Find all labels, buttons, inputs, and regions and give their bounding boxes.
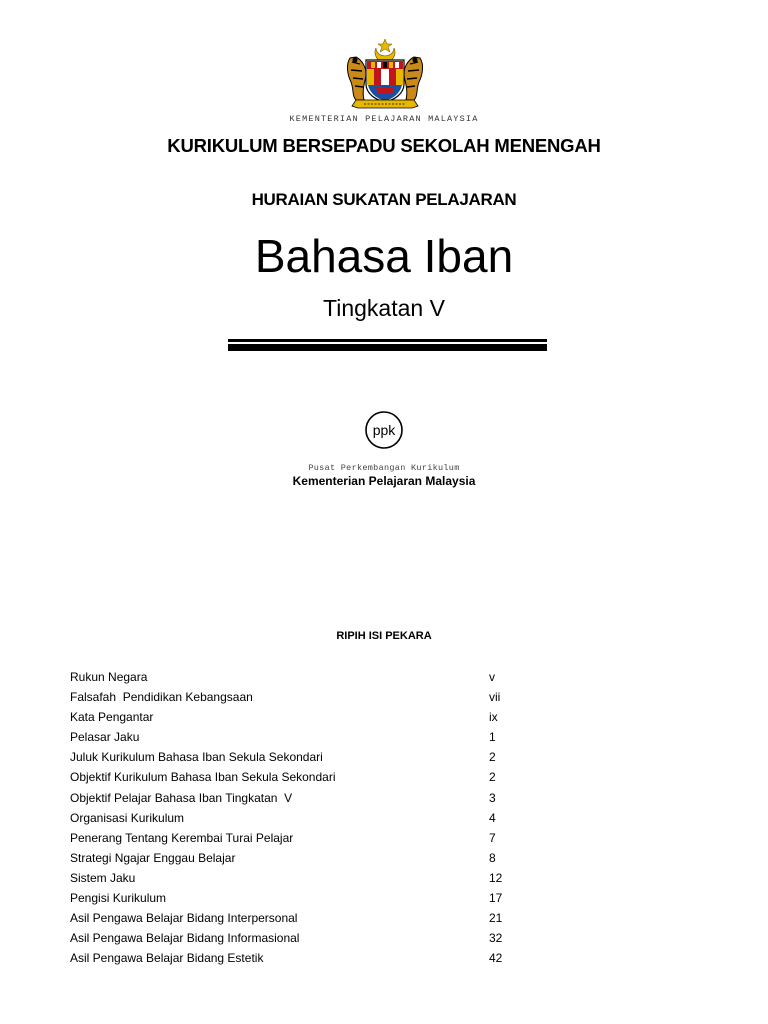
toc-entry-page: v <box>489 670 495 684</box>
toc-entry <box>70 871 530 891</box>
toc-entry-page: 4 <box>489 810 496 825</box>
toc-entry-label: Sistem Jaku <box>70 870 136 885</box>
toc-entry-label: Juluk Kurikulum Bahasa Iban Sekula Sekondari <box>70 750 323 765</box>
toc-entry-label: Pelasar Jaku <box>70 730 140 745</box>
toc-entry-label: Asil Pengawa Belajar Bidang Informasional <box>70 931 300 946</box>
toc-entry-label: Kata Pengantar <box>70 710 154 725</box>
toc-entry-page: 17 <box>489 891 503 906</box>
form-level: Tingkatan V <box>323 295 445 321</box>
toc-entry-page: ix <box>489 710 498 725</box>
toc-entry-page: vii <box>489 690 501 705</box>
toc-entry-page: 32 <box>489 931 503 946</box>
toc-entry-label: Objektif Kurikulum Bahasa Iban Sekula Sekondari <box>70 770 336 785</box>
document-type-heading: HURAIAN SUKATAN PELAJARAN <box>251 190 517 209</box>
toc-heading: RIPIH ISI PEKARA <box>336 630 432 642</box>
table-of-contents <box>70 670 530 971</box>
divider-thin <box>228 339 547 342</box>
toc-entry-page: 2 <box>489 770 496 785</box>
toc-entry <box>70 851 530 871</box>
toc-entry <box>70 710 530 730</box>
toc-entry <box>70 670 530 690</box>
publisher-ministry: Kementerian Pelajaran Malaysia <box>292 474 476 488</box>
toc-entry <box>70 791 530 811</box>
toc-entry-label: Rukun Negara <box>70 670 148 684</box>
toc-entry-label: Organisasi Kurikulum <box>70 810 185 825</box>
curriculum-title: KURIKULUM BERSEPADU SEKOLAH MENENGAH <box>167 135 601 156</box>
toc-entry-page: 2 <box>489 750 496 765</box>
coat-of-arms-emblem <box>342 38 428 110</box>
toc-entry-label: Asil Pengawa Belajar Bidang Estetik <box>70 951 264 966</box>
toc-entry-label: Strategi Ngajar Enggau Belajar <box>70 850 236 865</box>
ppk-logo-text: ppk <box>372 422 396 438</box>
subject-title: Bahasa Iban <box>254 230 514 282</box>
divider-thick <box>228 344 547 351</box>
toc-entry-label: Penerang Tentang Kerembai Turai Pelajar <box>70 830 294 845</box>
toc-entry <box>70 811 530 831</box>
toc-entry <box>70 931 530 951</box>
ppk-logo <box>363 409 405 451</box>
toc-entry-page: 8 <box>489 850 496 865</box>
toc-entry-label: Pengisi Kurikulum <box>70 891 167 906</box>
toc-entry <box>70 831 530 851</box>
toc-entry <box>70 750 530 770</box>
toc-entry <box>70 891 530 911</box>
toc-entry-label: Falsafah Pendidikan Kebangsaan <box>70 690 253 705</box>
toc-entry-page: 7 <box>489 830 496 845</box>
toc-entry <box>70 730 530 750</box>
toc-entry-label: Asil Pengawa Belajar Bidang Interpersonal <box>70 911 298 926</box>
toc-entry-page: 1 <box>489 730 496 745</box>
toc-entry-page: 3 <box>489 790 496 805</box>
toc-entry-page: 42 <box>489 951 503 966</box>
toc-entry <box>70 690 530 710</box>
toc-entry <box>70 911 530 931</box>
toc-entry-page: 21 <box>489 911 503 926</box>
toc-entry-page: 12 <box>489 870 503 885</box>
toc-entry <box>70 951 530 971</box>
curriculum-centre-name: Pusat Perkembangan Kurikulum <box>308 463 460 473</box>
ministry-caption: KEMENTERIAN PELAJARAN MALAYSIA <box>289 114 479 124</box>
toc-entry-label: Objektif Pelajar Bahasa Iban Tingkatan V <box>70 790 293 805</box>
toc-entry <box>70 770 530 790</box>
